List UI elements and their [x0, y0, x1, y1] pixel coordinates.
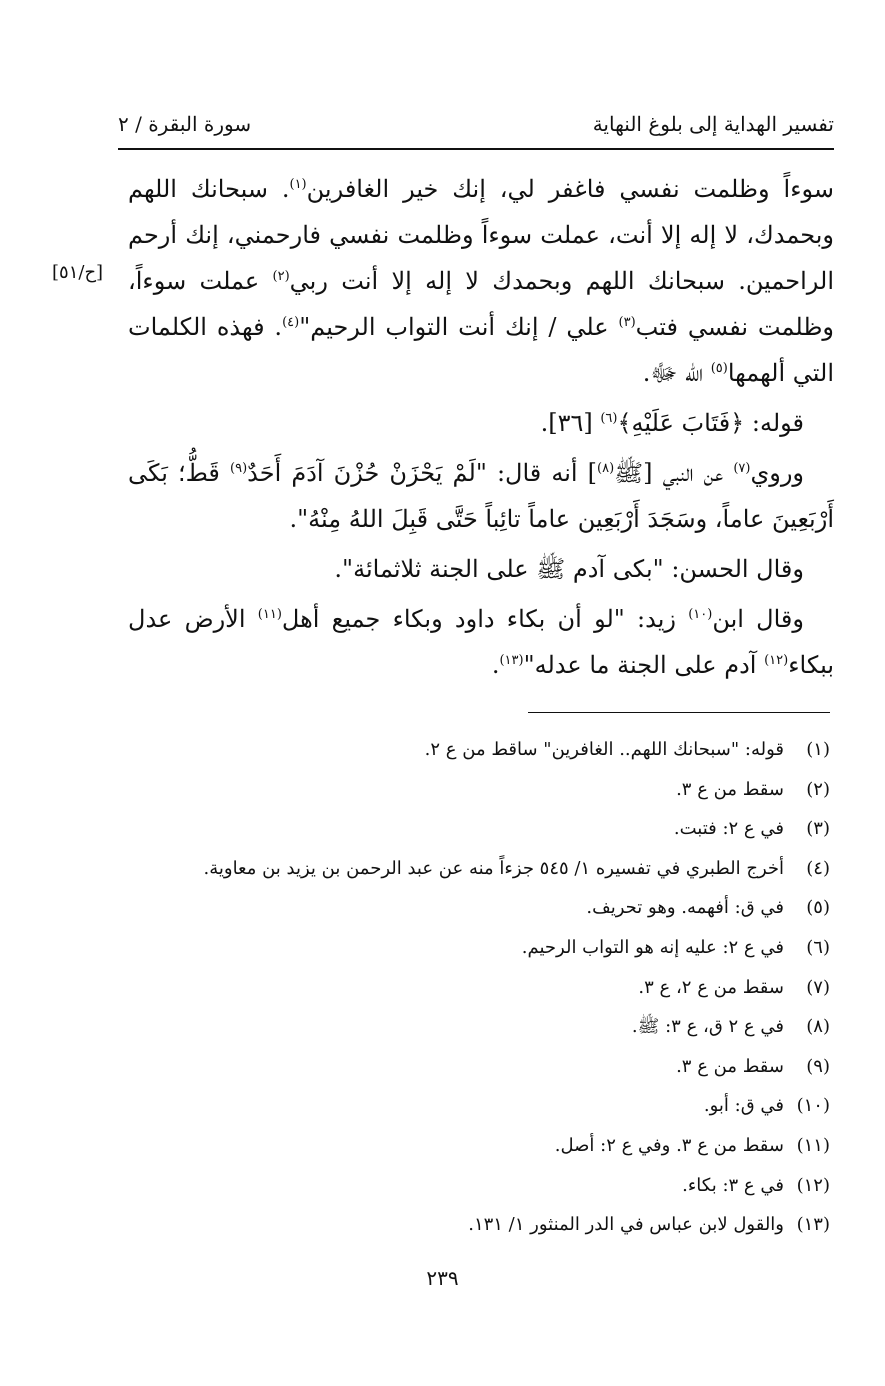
footnote-text: في ع ٢ ق، ع ٣: ﷺ. [631, 1016, 784, 1038]
footnote [150, 849, 830, 889]
header-rule [118, 148, 834, 150]
text-run: سوءاً وظلمت نفسي فاغفر لي، إنك خير الغافرين [306, 175, 834, 203]
paragraph-1 [128, 166, 834, 396]
footnote-number: (٨) [806, 1016, 830, 1038]
footnote-marker: (٩) [230, 461, 248, 476]
footnote-marker: (٣) [618, 315, 636, 330]
footnote [150, 1205, 830, 1245]
footnote-marker: (١٠) [688, 607, 713, 622]
footnote-number: (١٣) [796, 1214, 830, 1236]
text-run: زيد: "لو أن بكاء داود وبكاء جميع أهل [281, 605, 689, 633]
footnote [150, 809, 830, 849]
footnote-number: (١٢) [796, 1174, 830, 1196]
footnote [150, 1007, 830, 1047]
text-run: آدم على الجنة ما عدله" [523, 651, 765, 679]
page-number: ٢٣٩ [426, 1266, 459, 1290]
footnote-number: (١١) [796, 1134, 830, 1156]
text-run: وقال ابن [712, 605, 804, 633]
surah-label: سورة البقرة / ٢ [118, 112, 252, 136]
footnote [150, 888, 830, 928]
footnote-text: في ق: أفهمه. وهو تحريف. [586, 897, 784, 919]
footnote-marker: (٥) [710, 361, 728, 376]
footnote [150, 770, 830, 810]
footnote-text: والقول لابن عباس في الدر المنثور ١/ ١٣١. [468, 1214, 784, 1236]
footnote-number: (١) [806, 739, 830, 760]
text-run: وروي [750, 459, 805, 487]
text-run: الله ﷻ. [642, 359, 711, 387]
footnote-number: (٩) [806, 1055, 830, 1077]
footnote-number: (٥) [806, 897, 830, 919]
text-run: . [491, 651, 500, 679]
footnote-number: (٤) [806, 857, 830, 879]
text-run: قوله: ﴿فَتَابَ عَلَيْهِ﴾ [617, 409, 804, 437]
footnote-text: في ع ٢: عليه إنه هو التواب الرحيم. [521, 936, 784, 958]
running-header [118, 108, 834, 144]
footnote-text: قوله: "سبحانك اللهم.. الغافرين" ساقط من ع ٢. [424, 739, 784, 760]
text-run: قَطُّ؛ بَكَى أَرْبَعِينَ عاماً، وسَجَدَ أَرْبَعِين عاماً تائِباً حَتَّى قَبِلَ اللهُ مِنْهُ". [128, 459, 834, 533]
paragraph-4 [128, 546, 834, 592]
footnote-marker: (٤) [282, 315, 300, 330]
text-run: [٣٦]. [540, 409, 601, 437]
footnote-text: سقط من ع ٣. [676, 1055, 784, 1077]
footnote-text: سقط من ع ٢، ع ٣. [638, 976, 784, 998]
footnote-number: (٦) [806, 936, 830, 958]
book-title: تفسير الهداية إلى بلوغ النهاية [592, 112, 834, 136]
footnote-marker: (٦) [600, 411, 618, 426]
footnote [150, 1166, 830, 1206]
footnote-marker: (١٣) [499, 653, 524, 668]
footnote [150, 730, 830, 770]
text-run: عن النبي [ﷺ [614, 459, 734, 487]
footnote-number: (٣) [806, 818, 830, 840]
footnote-marker: (٢) [272, 269, 290, 284]
text-run: وقال الحسن: "بكى آدم ﷺ على الجنة ثلاثمائة". [334, 555, 804, 583]
manuscript-margin-ref: [ح/٥١] [52, 262, 104, 283]
footnotes-list [150, 730, 830, 1245]
paragraph-3 [128, 450, 834, 542]
footnote-marker: (٧) [733, 461, 751, 476]
footnote-number: (٢) [806, 778, 830, 800]
footnote [150, 1086, 830, 1126]
text-run: علي / إنك أنت التواب الرحيم" [299, 313, 619, 341]
text-run: ] أنه قال: "لَمْ يَحْزَنْ حُزْنَ آدَمَ أَحَدٌ [247, 459, 598, 487]
footnote-marker: (١) [289, 177, 307, 192]
footnote-text: في ق: أبو. [703, 1095, 784, 1117]
footnote-text: سقط من ع ٣. وفي ع ٢: أصل. [554, 1134, 784, 1156]
footnote [150, 1126, 830, 1166]
footnote [150, 928, 830, 968]
footnote-marker: (٨) [597, 461, 615, 476]
footnote-marker: (١٢) [764, 653, 789, 668]
text-run: عملت سوءاً، وظلمت نفسي فتب [128, 267, 835, 341]
main-text [128, 166, 834, 688]
paragraph-2 [128, 400, 834, 446]
footnote-number: (٧) [806, 976, 830, 998]
text-run: . سبحانك اللهم وبحمدك، لا إله إلا أنت، عملت سوءاً وظلمت نفسي فارحمني، إنك أرحم الراحمين. سبحانك اللهم وبحمدك لا إله إلا أنت ربي [128, 175, 834, 295]
paragraph-5 [128, 596, 834, 688]
footnote-marker: (١١) [257, 607, 282, 622]
footnote-separator [528, 712, 830, 713]
footnote-text: سقط من ع ٣. [676, 778, 784, 800]
footnote-text: أخرج الطبري في تفسيره ١/ ٥٤٥ جزءاً منه عن عبد الرحمن بن يزيد بن معاوية. [203, 857, 784, 879]
text-run: . فهذه الكلمات التي ألهمها [128, 313, 834, 387]
text-run: الأرض عدل ببكاء [128, 605, 834, 679]
footnote [150, 968, 830, 1008]
footnote [150, 1047, 830, 1087]
footnote-number: (١٠) [796, 1095, 830, 1117]
footnote-text: في ع ٣: بكاء. [682, 1174, 784, 1196]
footnote-text: في ع ٢: فتبت. [673, 818, 784, 840]
